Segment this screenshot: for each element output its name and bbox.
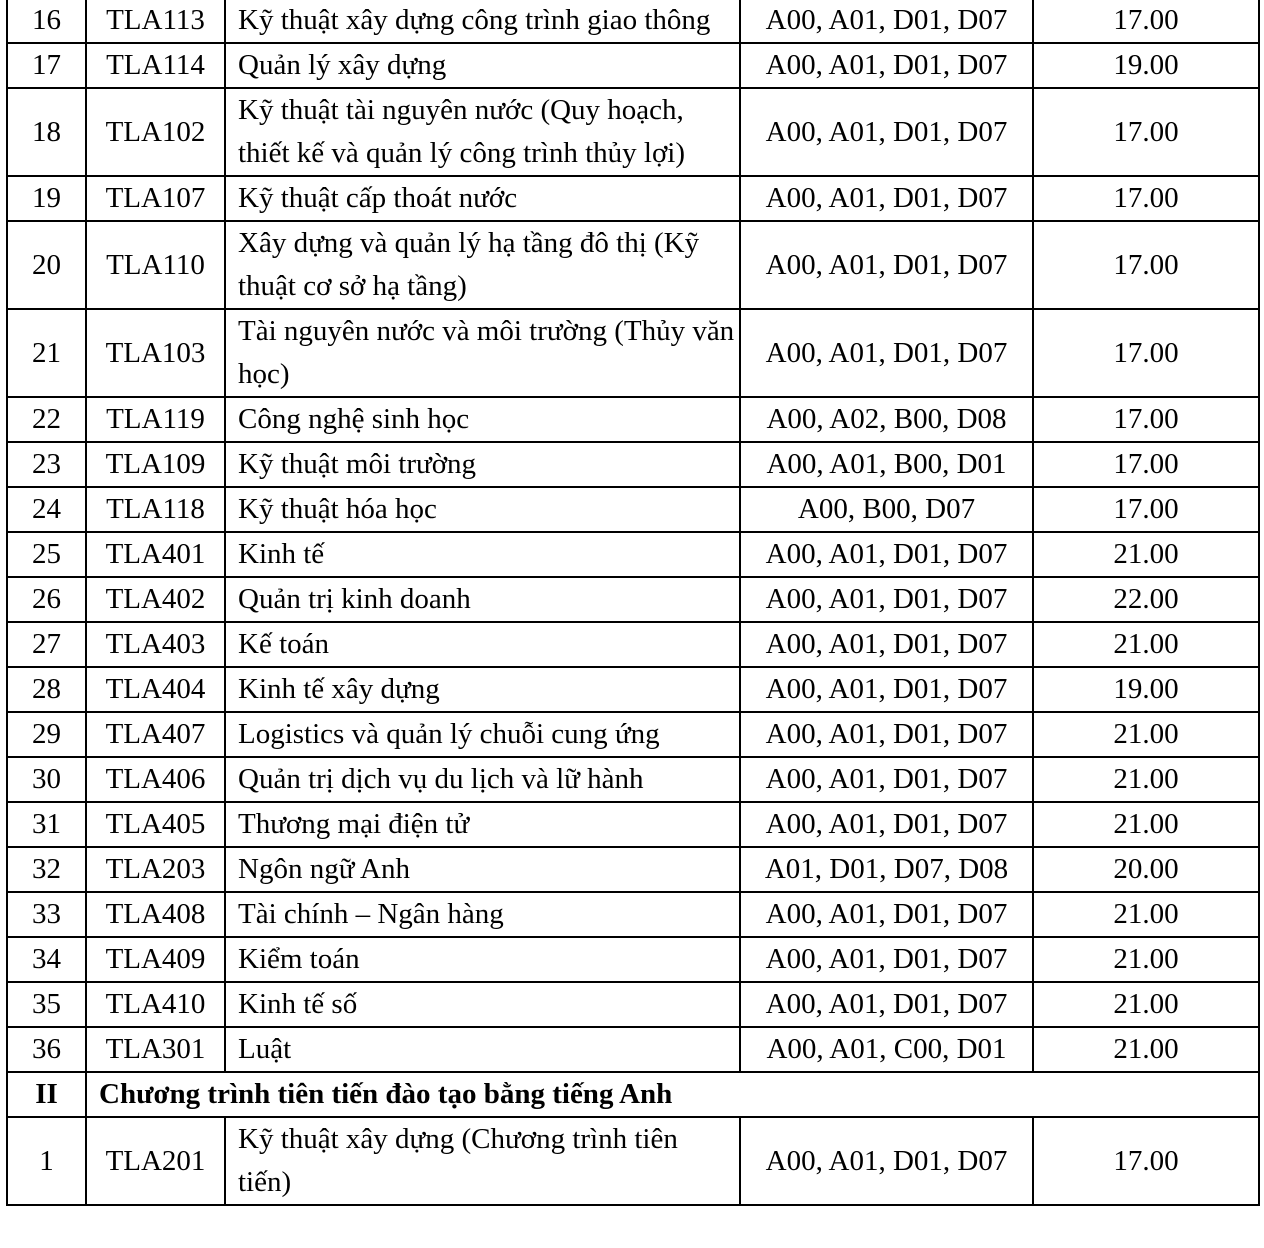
row-stt: 27: [7, 622, 86, 667]
row-code: TLA403: [86, 622, 225, 667]
row-stt: 33: [7, 892, 86, 937]
row-stt: 20: [7, 221, 86, 309]
table-row: [7, 309, 1259, 397]
table-row: [7, 757, 1259, 802]
row-blocks: A00, A01, D01, D07: [740, 667, 1033, 712]
row-stt: 1: [7, 1117, 86, 1205]
section-header-row: [7, 1072, 1259, 1117]
row-blocks: A00, A01, D01, D07: [740, 88, 1033, 176]
row-score: 17.00: [1033, 88, 1259, 176]
row-score: 22.00: [1033, 577, 1259, 622]
row-score: 21.00: [1033, 622, 1259, 667]
row-blocks: A00, A01, D01, D07: [740, 892, 1033, 937]
row-stt: 23: [7, 442, 86, 487]
row-blocks: A00, A01, D01, D07: [740, 532, 1033, 577]
row-stt: 22: [7, 397, 86, 442]
row-stt: 19: [7, 176, 86, 221]
row-stt: 36: [7, 1027, 86, 1072]
row-code: TLA401: [86, 532, 225, 577]
table-row: [7, 487, 1259, 532]
table-row: [7, 577, 1259, 622]
row-name: Kỹ thuật tài nguyên nước (Quy hoạch, thiết kế và quản lý công trình thủy lợi): [225, 88, 740, 176]
row-code: TLA406: [86, 757, 225, 802]
row-code: TLA107: [86, 176, 225, 221]
row-blocks: A00, A01, D01, D07: [740, 937, 1033, 982]
row-code: TLA109: [86, 442, 225, 487]
row-name: Thương mại điện tử: [225, 802, 740, 847]
row-blocks: A00, A01, D01, D07: [740, 221, 1033, 309]
row-name: Xây dựng và quản lý hạ tầng đô thị (Kỹ thuật cơ sở hạ tầng): [225, 221, 740, 309]
row-blocks: A00, B00, D07: [740, 487, 1033, 532]
row-score: 17.00: [1033, 221, 1259, 309]
row-name: Quản trị dịch vụ du lịch và lữ hành: [225, 757, 740, 802]
row-name: Tài nguyên nước và môi trường (Thủy văn học): [225, 309, 740, 397]
row-blocks: A00, A01, D01, D07: [740, 0, 1033, 43]
row-name: Kỹ thuật hóa học: [225, 487, 740, 532]
row-blocks: A00, A01, D01, D07: [740, 43, 1033, 88]
row-stt: 16: [7, 0, 86, 43]
row-stt: 21: [7, 309, 86, 397]
row-score: 17.00: [1033, 0, 1259, 43]
table-row: [7, 622, 1259, 667]
row-blocks: A00, A01, D01, D07: [740, 622, 1033, 667]
row-stt: 18: [7, 88, 86, 176]
row-score: 21.00: [1033, 937, 1259, 982]
table-row: [7, 397, 1259, 442]
row-score: 21.00: [1033, 982, 1259, 1027]
row-code: TLA118: [86, 487, 225, 532]
row-score: 21.00: [1033, 532, 1259, 577]
row-stt: 35: [7, 982, 86, 1027]
row-name: Ngôn ngữ Anh: [225, 847, 740, 892]
table-row: [7, 176, 1259, 221]
row-blocks: A00, A01, D01, D07: [740, 577, 1033, 622]
table-row: [7, 532, 1259, 577]
row-score: 17.00: [1033, 487, 1259, 532]
row-name: Kinh tế xây dựng: [225, 667, 740, 712]
table-row: [7, 442, 1259, 487]
table-row: [7, 982, 1259, 1027]
row-code: TLA409: [86, 937, 225, 982]
row-score: 21.00: [1033, 802, 1259, 847]
row-blocks: A00, A01, D01, D07: [740, 757, 1033, 802]
row-code: TLA402: [86, 577, 225, 622]
section-title: Chương trình tiên tiến đào tạo bằng tiếng Anh: [86, 1072, 1259, 1117]
row-score: 21.00: [1033, 1027, 1259, 1072]
row-score: 17.00: [1033, 309, 1259, 397]
admission-score-table: [6, 0, 1260, 1206]
row-code: TLA114: [86, 43, 225, 88]
row-code: TLA203: [86, 847, 225, 892]
table-row: [7, 0, 1259, 43]
row-blocks: A00, A01, D01, D07: [740, 712, 1033, 757]
row-name: Kinh tế: [225, 532, 740, 577]
table-row: [7, 221, 1259, 309]
table-row: [7, 1117, 1259, 1205]
row-code: TLA404: [86, 667, 225, 712]
row-name: Luật: [225, 1027, 740, 1072]
row-stt: 17: [7, 43, 86, 88]
row-blocks: A00, A01, D01, D07: [740, 1117, 1033, 1205]
row-name: Công nghệ sinh học: [225, 397, 740, 442]
row-stt: 26: [7, 577, 86, 622]
row-blocks: A00, A01, B00, D01: [740, 442, 1033, 487]
section-roman: II: [7, 1072, 86, 1117]
row-code: TLA113: [86, 0, 225, 43]
table-row: [7, 802, 1259, 847]
row-stt: 29: [7, 712, 86, 757]
row-code: TLA201: [86, 1117, 225, 1205]
row-score: 17.00: [1033, 397, 1259, 442]
row-name: Kỹ thuật cấp thoát nước: [225, 176, 740, 221]
row-stt: 34: [7, 937, 86, 982]
table-row: [7, 892, 1259, 937]
row-blocks: A00, A01, D01, D07: [740, 982, 1033, 1027]
row-stt: 32: [7, 847, 86, 892]
row-code: TLA410: [86, 982, 225, 1027]
row-score: 17.00: [1033, 176, 1259, 221]
row-code: TLA103: [86, 309, 225, 397]
row-code: TLA408: [86, 892, 225, 937]
table-row: [7, 43, 1259, 88]
row-score: 21.00: [1033, 892, 1259, 937]
row-name: Kiểm toán: [225, 937, 740, 982]
row-name: Logistics và quản lý chuỗi cung ứng: [225, 712, 740, 757]
table-row: [7, 847, 1259, 892]
row-code: TLA110: [86, 221, 225, 309]
row-score: 19.00: [1033, 667, 1259, 712]
row-blocks: A00, A01, D01, D07: [740, 802, 1033, 847]
row-blocks: A01, D01, D07, D08: [740, 847, 1033, 892]
row-code: TLA102: [86, 88, 225, 176]
table-row: [7, 712, 1259, 757]
row-score: 17.00: [1033, 442, 1259, 487]
row-name: Tài chính – Ngân hàng: [225, 892, 740, 937]
row-stt: 28: [7, 667, 86, 712]
row-code: TLA407: [86, 712, 225, 757]
row-code: TLA119: [86, 397, 225, 442]
row-code: TLA405: [86, 802, 225, 847]
row-name: Kỹ thuật xây dựng công trình giao thông: [225, 0, 740, 43]
row-name: Quản trị kinh doanh: [225, 577, 740, 622]
row-score: 21.00: [1033, 757, 1259, 802]
table-row: [7, 88, 1259, 176]
row-blocks: A00, A02, B00, D08: [740, 397, 1033, 442]
row-score: 20.00: [1033, 847, 1259, 892]
row-name: Kỹ thuật xây dựng (Chương trình tiên tiến): [225, 1117, 740, 1205]
row-name: Kinh tế số: [225, 982, 740, 1027]
table-row: [7, 667, 1259, 712]
row-stt: 24: [7, 487, 86, 532]
table-row: [7, 1027, 1259, 1072]
row-score: 19.00: [1033, 43, 1259, 88]
row-stt: 31: [7, 802, 86, 847]
row-name: Kỹ thuật môi trường: [225, 442, 740, 487]
row-score: 21.00: [1033, 712, 1259, 757]
row-blocks: A00, A01, D01, D07: [740, 176, 1033, 221]
table-row: [7, 937, 1259, 982]
row-code: TLA301: [86, 1027, 225, 1072]
row-name: Kế toán: [225, 622, 740, 667]
row-score: 17.00: [1033, 1117, 1259, 1205]
row-stt: 30: [7, 757, 86, 802]
row-blocks: A00, A01, C00, D01: [740, 1027, 1033, 1072]
row-name: Quản lý xây dựng: [225, 43, 740, 88]
row-blocks: A00, A01, D01, D07: [740, 309, 1033, 397]
row-stt: 25: [7, 532, 86, 577]
